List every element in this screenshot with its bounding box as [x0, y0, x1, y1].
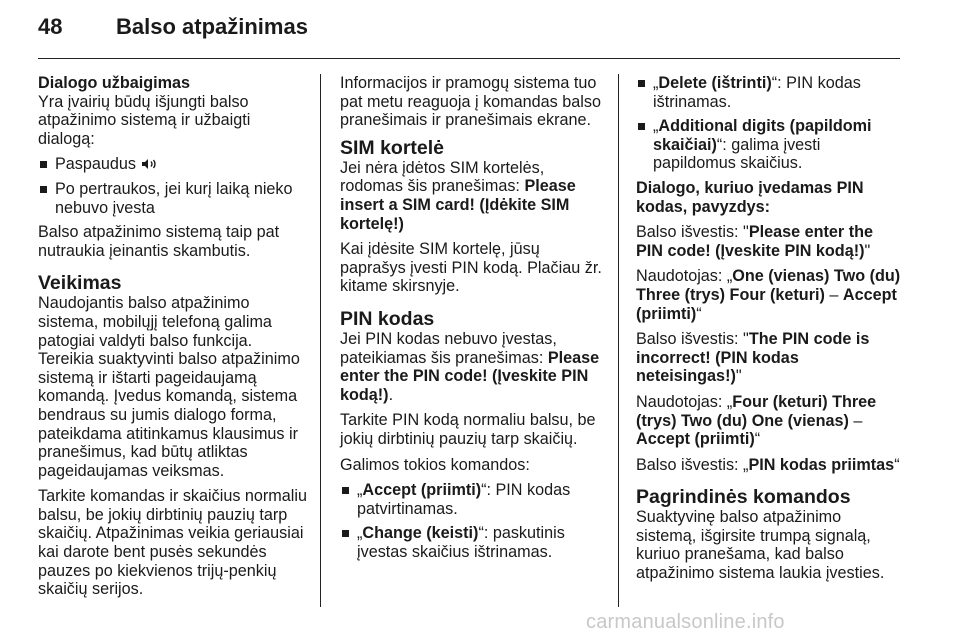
sim-message: Please insert a SIM card! (Įdėkite SIM kortelę!) — [340, 177, 576, 233]
command-desc: “: paskutinis įvestas skaičius ištrinamas. — [357, 524, 565, 561]
quote-open: „ — [653, 74, 659, 92]
dialog-dash: – — [824, 285, 843, 304]
commands-intro: Galimos tokios komandos: — [340, 455, 530, 474]
dialog-line — [636, 223, 904, 260]
column-2 — [340, 74, 608, 567]
quote-close: “ — [696, 304, 702, 323]
pin-text — [340, 330, 608, 404]
page-number: 48 — [38, 14, 63, 39]
example-heading: Dialogo, kuriuo įvedamas PIN kodas, pavyzdys: — [636, 178, 864, 216]
dialog-message: One (vienas) Two (du) Three (trys) Four (keturi) — [636, 267, 901, 304]
sim-heading: SIM kortelė — [340, 136, 445, 159]
command-desc: “: PIN kodas ištrinamas. — [653, 74, 861, 111]
operation-text-2: Tarkite komandas ir skaičius normaliu balsu, be jokių dirbtinių pauzių tarp skaičių. Atpažinimas veikia geriausiai kai darote bent pusės sekundės pauzes po kiekvienos trijų-penkių skaičių serijos. — [38, 487, 307, 599]
command-delete — [636, 74, 904, 111]
dialog-end-text: Yra įvairių būdų išjungti balso atpažinimo sistemą ir užbaigti dialogą: — [38, 92, 251, 148]
column-1 — [38, 74, 308, 606]
bullet-text: Paspaudus — [55, 155, 137, 174]
voice-button-icon — [141, 156, 159, 168]
dialog-message: Four (keturi) Three (trys) Two (du) One (vienas) — [636, 392, 877, 430]
bullet-timeout: Po pertraukos, jei kurį laiką nieko nebuvo įvesta — [38, 180, 308, 217]
quote-open: „ — [357, 524, 363, 543]
command-change — [340, 524, 608, 561]
dialog-end-heading: Dialogo užbaigimas — [38, 74, 191, 92]
operation-text: Naudojantis balso atpažinimo sistema, mobilųjį telefoną galima patogiai valdyti balso funkcija. Tereikia suaktyvinti balso atpažinimo sistemą ir ištarti pageidaujamą komandą. Įvedus komandą, sistema bendraus su jumis dialogo forma, pateikdama atitinkamus klausimus ir pranešimus, kad būtų atliktas pageidaujamas veiksmas. — [38, 294, 300, 480]
dialog-speaker: Balso išvestis: „ — [636, 455, 749, 474]
pin-message: Please enter the PIN code! (Įveskite PIN kodą!) — [340, 348, 600, 404]
dialog-line — [636, 267, 904, 323]
dialog-message: Please enter the PIN code! (Įveskite PIN kodą!) — [636, 223, 873, 260]
dialog-line — [636, 456, 904, 475]
command-desc: “: galima įvesti papildomus skaičius. — [653, 135, 821, 173]
main-commands-text: Suaktyvinę balso atpažinimo sistemą, išgirsite trumpą signalą, kuriuo pranešama, kad balso atpažinimo sistema laukia įvesties. — [636, 508, 885, 583]
dialog-speaker: Balso išvestis: " — [636, 223, 749, 242]
bullet-press-button — [38, 155, 308, 174]
dialog-line — [636, 393, 904, 449]
quote-close: “ — [894, 455, 900, 474]
command-additional-digits — [636, 117, 904, 173]
page-title: Balso atpažinimas — [116, 14, 308, 39]
dialog-line — [636, 330, 904, 386]
watermark: carmanualsonline.info — [586, 611, 785, 633]
dialog-message: PIN kodas priimtas — [748, 455, 895, 474]
dialog-speaker: Balso išvestis: " — [636, 330, 749, 349]
pin-text-pre: Jei PIN kodas nebuvo įvestas, pateikiamas šis pranešimas: — [340, 329, 557, 367]
command-name: Accept (priimti) — [362, 481, 482, 500]
sim-text — [340, 159, 608, 233]
pin-text-2: Tarkite PIN kodą normaliu balsu, be jokių dirbtinių pauzių tarp skaičių. — [340, 411, 596, 448]
quote-close: “ — [754, 430, 761, 449]
pin-text-post: . — [388, 385, 394, 404]
column-divider — [320, 74, 321, 607]
command-name: Delete (ištrinti) — [658, 74, 772, 92]
intro-text: Informacijos ir pramogų sistema tuo pat metu reaguoja į komandas balso pranešimais ir pranešimais ekrane. — [340, 74, 601, 130]
dialog-message-2: Accept (priimti) — [636, 430, 755, 449]
dialog-speaker: Naudotojas: „ — [636, 267, 733, 286]
incoming-call-text: Balso atpažinimo sistemą taip pat nutraukia įeinantis skambutis. — [38, 223, 280, 260]
command-desc: “: PIN kodas patvirtinamas. — [357, 481, 571, 518]
header-divider — [38, 58, 900, 59]
sim-text-2: Kai įdėsite SIM kortelę, jūsų paprašys įvesti PIN kodą. Plačiau žr. kitame skirsnyje. — [340, 240, 602, 296]
sim-text-pre: Jei nėra įdėtos SIM kortelės, rodomas šis pranešimas: — [340, 158, 545, 196]
column-3 — [636, 74, 904, 590]
command-name: Additional digits (papildomi skaičiai) — [653, 117, 872, 154]
pin-heading: PIN kodas — [340, 307, 435, 330]
main-commands-heading: Pagrindinės komandos — [636, 486, 851, 509]
dialog-message-2: Accept (priimti) — [636, 285, 897, 323]
quote-close: " — [864, 241, 871, 260]
dialog-dash: – — [848, 411, 863, 430]
operation-heading: Veikimas — [38, 272, 122, 295]
quote-open: „ — [357, 481, 363, 500]
command-name: Change (keisti) — [362, 524, 479, 543]
page-header — [38, 14, 308, 40]
quote-open: „ — [653, 117, 659, 136]
command-accept — [340, 481, 608, 518]
column-divider — [618, 74, 619, 607]
quote-close: " — [735, 367, 742, 386]
dialog-message: The PIN code is incorrect! (PIN kodas neteisingas!) — [636, 330, 870, 386]
dialog-speaker: Naudotojas: „ — [636, 392, 733, 411]
